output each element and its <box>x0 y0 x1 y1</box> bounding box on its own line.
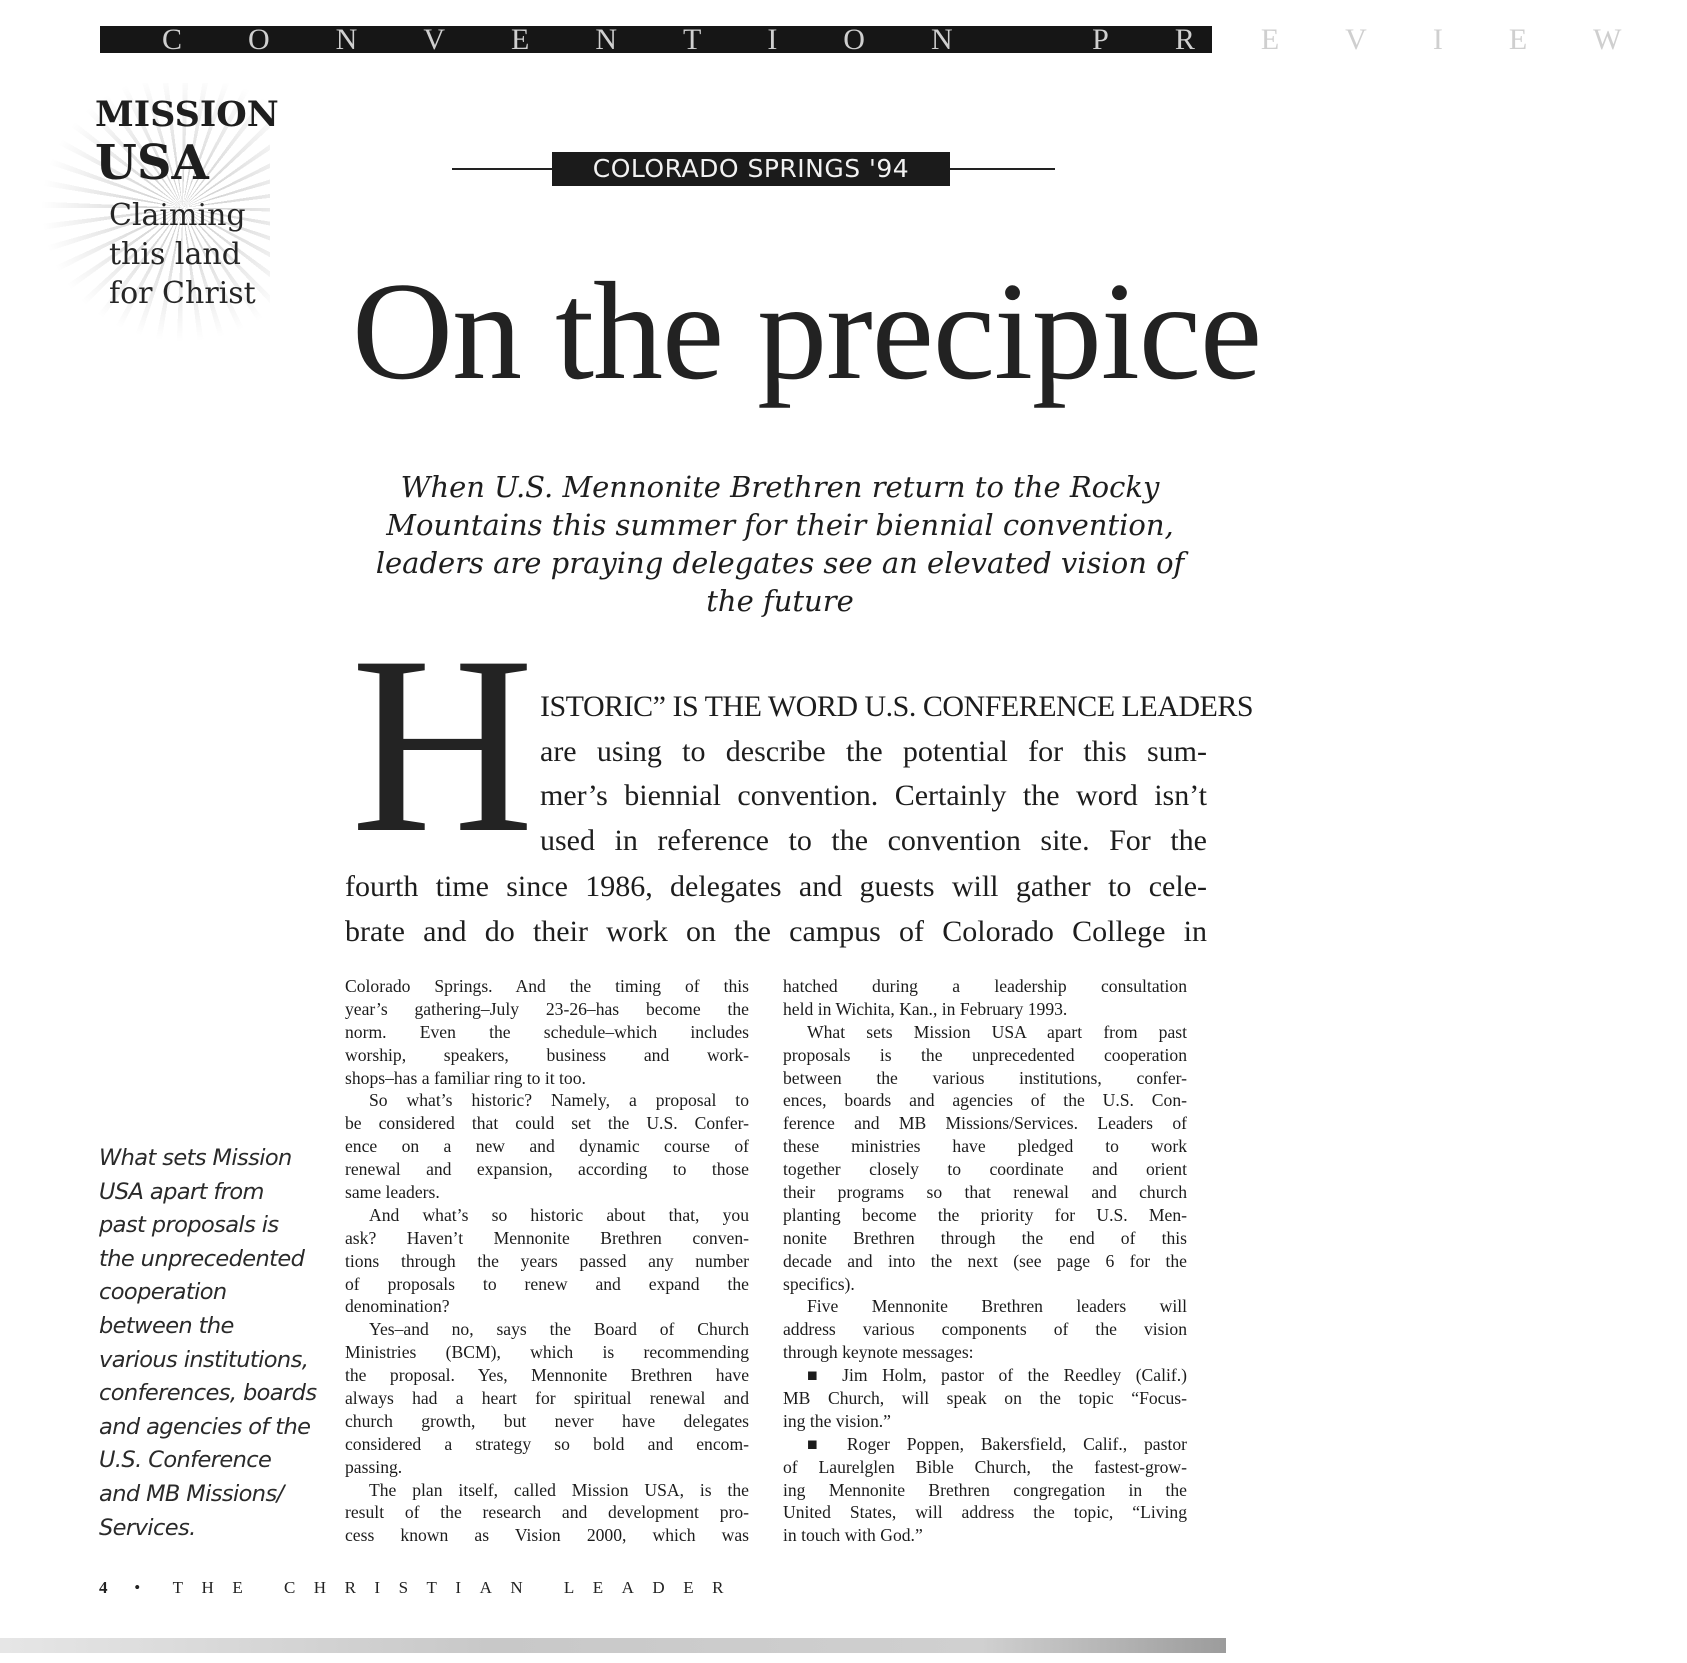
body-line: in touch with God.” <box>783 1525 923 1546</box>
dateline-rule-left <box>452 168 552 170</box>
body-line: nonite Brethren through the end of this <box>783 1227 1187 1248</box>
tagline-line: Claiming <box>109 198 246 233</box>
headline: On the precipice <box>352 254 1262 409</box>
body-line: ence on a new and dynamic course of <box>345 1136 749 1157</box>
footer-bullet: • <box>134 1578 151 1597</box>
body-line: be considered that could set the U.S. Confer- <box>345 1113 749 1134</box>
lead-paragraph-continued <box>345 865 1207 954</box>
drop-cap: H <box>350 604 535 885</box>
body-line: tions through the years passed any number <box>345 1250 749 1271</box>
body-line: their programs so that renewal and church <box>783 1182 1187 1203</box>
body-line: held in Wichita, Kan., in February 1993. <box>783 998 1068 1019</box>
lead-line: ISTORIC” IS THE WORD U.S. CONFERENCE LEADERS <box>540 690 1254 723</box>
body-line: Ministries (BCM), which is recommending <box>345 1342 749 1363</box>
body-line: planting become the priority for U.S. Men- <box>783 1204 1187 1225</box>
body-line: ■ Roger Poppen, Bakersfield, Calif., pastor <box>807 1433 1187 1454</box>
body-line: result of the research and development pro- <box>345 1502 749 1523</box>
body-line: hatched during a leadership consultation <box>783 976 1187 996</box>
lead-paragraph <box>540 685 1254 863</box>
dateline-label: COLORADO SPRINGS '94 <box>552 152 950 186</box>
body-line: year’s gathering–July 23-26–has become the <box>345 998 749 1019</box>
body-line: cess known as Vision 2000, which was <box>345 1525 749 1546</box>
kicker-tagline <box>109 196 309 313</box>
pull-quote-line: and agencies of the <box>99 1413 311 1440</box>
body-line: Colorado Springs. And the timing of this <box>345 976 749 996</box>
publication-name: THE CHRISTIAN LEADER <box>172 1578 742 1597</box>
tagline-line: for Christ <box>109 276 256 311</box>
body-line: MB Church, will speak on the topic “Focus- <box>783 1388 1187 1409</box>
dateline-rule-right <box>950 168 1055 170</box>
body-line: ■ Jim Holm, pastor of the Reedley (Calif.) <box>807 1365 1187 1386</box>
body-line: always had a heart for spiritual renewal and <box>345 1388 749 1409</box>
lead-line: used in reference to the convention site. For the <box>540 823 1207 857</box>
body-line: Yes–and no, says the Board of Church <box>369 1319 749 1340</box>
kicker-mission: MISSION <box>95 94 279 135</box>
body-line: through keynote messages: <box>783 1342 974 1363</box>
lead-line: brate and do their work on the campus of Colorado College in <box>345 914 1207 948</box>
body-line: denomination? <box>345 1296 450 1317</box>
mission-usa-kicker <box>95 88 305 328</box>
pull-quote-line: past proposals is <box>99 1212 279 1239</box>
pull-quote-line: between the <box>99 1312 234 1339</box>
lead-line: mer’s biennial convention. Certainly the word isn’t <box>540 779 1207 812</box>
body-line: proposals is the unprecedented cooperation <box>783 1044 1187 1065</box>
page-number: 4 <box>99 1578 112 1597</box>
body-line: norm. Even the schedule–which includes <box>345 1021 749 1042</box>
lead-line: are using to describe the potential for this sum- <box>540 734 1207 768</box>
pull-quote-line: Services. <box>99 1514 196 1541</box>
body-line: Five Mennonite Brethren leaders will <box>807 1296 1187 1317</box>
deck: When U.S. Mennonite Brethren return to the Rocky Mountains this summer for their biennial convention, leaders are praying delegates see an elevated vision of the future <box>375 470 1185 618</box>
body-line: And what’s so historic about that, you <box>369 1204 749 1225</box>
body-line: considered a strategy so bold and encom- <box>345 1433 749 1454</box>
pull-quote-line: cooperation <box>99 1279 227 1306</box>
body-line: renewal and expansion, according to those <box>345 1159 749 1180</box>
lead-line: fourth time since 1986, delegates and guests will gather to cele- <box>345 870 1207 903</box>
body-line: ference and MB Missions/Services. Leaders of <box>783 1113 1187 1134</box>
body-line: these ministries have pledged to work <box>783 1136 1187 1157</box>
body-line: address various components of the vision <box>783 1319 1187 1340</box>
body-line: church growth, but never have delegates <box>345 1410 749 1431</box>
body-line: the proposal. Yes, Mennonite Brethren have <box>345 1365 749 1386</box>
body-line: So what’s historic? Namely, a proposal to <box>369 1090 749 1111</box>
body-column-2 <box>783 975 1187 1547</box>
body-line: What sets Mission USA apart from past <box>807 1021 1187 1042</box>
body-line: of proposals to renew and expand the <box>345 1273 749 1294</box>
body-line: ask? Haven’t Mennonite Brethren conven- <box>345 1227 749 1248</box>
body-line: The plan itself, called Mission USA, is the <box>369 1479 749 1500</box>
body-line: worship, speakers, business and work- <box>345 1044 749 1065</box>
pull-quote-line: various institutions, <box>99 1346 309 1373</box>
body-line: ing the vision.” <box>783 1410 891 1431</box>
kicker-usa: USA <box>95 135 209 191</box>
page-footer <box>99 1578 742 1602</box>
body-line: ing Mennonite Brethren congregation in the <box>783 1479 1187 1500</box>
tagline-line: this land <box>109 237 241 272</box>
pull-quote-line: and MB Missions/ <box>99 1480 284 1507</box>
body-line: of Laurelglen Bible Church, the fastest-grow- <box>783 1456 1187 1477</box>
pull-quote <box>99 1142 319 1545</box>
body-line: ences, boards and agencies of the U.S. Con- <box>783 1090 1187 1111</box>
body-line: shops–has a familiar ring to it too. <box>345 1067 586 1088</box>
bottom-rule <box>0 1638 1226 1653</box>
pull-quote-line: What sets Mission <box>99 1145 292 1171</box>
pull-quote-line: conferences, boards <box>99 1380 317 1407</box>
pull-quote-line: U.S. Conference <box>99 1447 272 1474</box>
body-column-1 <box>345 975 749 1547</box>
pull-quote-line: the unprecedented <box>99 1245 305 1272</box>
section-banner: CONVENTION PREVIEW <box>100 26 1212 53</box>
body-line: same leaders. <box>345 1182 440 1203</box>
body-line: United States, will address the topic, “Living <box>783 1502 1187 1523</box>
pull-quote-line: USA apart from <box>99 1178 264 1205</box>
body-line: together closely to coordinate and orient <box>783 1159 1187 1180</box>
body-line: specifics). <box>783 1273 855 1294</box>
body-line: decade and into the next (see page 6 for the <box>783 1250 1187 1271</box>
body-line: passing. <box>345 1456 403 1477</box>
body-line: between the various institutions, confer- <box>783 1067 1187 1088</box>
dateline <box>452 152 1055 186</box>
